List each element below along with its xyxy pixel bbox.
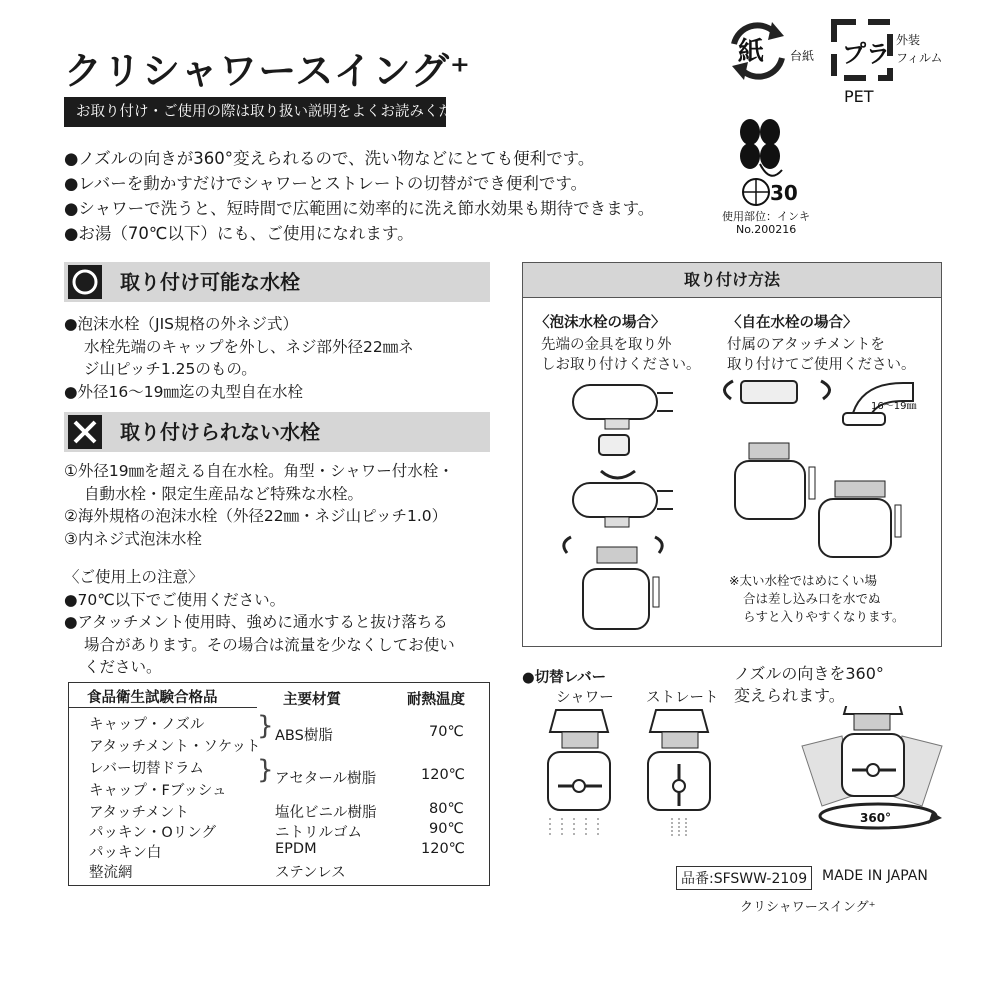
instruction-notice: お取り付け・ご使用の際は取り扱い説明をよくお読みください。 <box>64 97 446 127</box>
compatible-line: ●外径16～19㎜迄の丸型自在水栓 <box>64 382 303 401</box>
paper-label: 台紙 <box>790 49 815 63</box>
install-note: らすと入りやすくなります。 <box>743 609 905 624</box>
compatible-line: ●泡沫水栓（JIS規格の外ネジ式） <box>64 315 299 333</box>
lever-shower-label: シャワー <box>556 690 614 706</box>
clover-icon <box>740 119 782 176</box>
table-cell-temp: 120℃ <box>421 767 465 783</box>
table-header-material: 主要材質 <box>283 692 341 708</box>
incompatible-line: ②海外規格の泡沫水栓（外径22㎜・ネジ山ピッチ1.0） <box>64 507 448 525</box>
dimension-label: 16～19㎜ <box>871 401 917 412</box>
plastic-label-2: フィルム <box>896 51 943 65</box>
made-in-label: MADE IN JAPAN <box>822 868 928 884</box>
pet-label: PET <box>844 87 874 106</box>
table-cell-part: アタッチメント <box>89 805 189 821</box>
foam-title: 〈泡沫水栓の場合〉 <box>535 315 666 331</box>
paper-recycle-icon <box>732 22 784 80</box>
plastic-label-1: 外装 <box>896 33 921 47</box>
footer-product-name: クリシャワースイング⁺ <box>740 900 876 915</box>
table-cell-part: 整流網 <box>89 865 133 881</box>
product-code: 品番:SFSWW-2109 <box>676 866 812 890</box>
table-cell-material: アセタール樹脂 <box>275 771 377 787</box>
ink-no: No.200216 <box>736 223 797 234</box>
circle-ok-icon <box>68 265 102 299</box>
compatible-list <box>64 313 414 403</box>
caution-section <box>64 566 455 679</box>
lever-straight-label: ストレート <box>646 690 719 706</box>
lever-label: ●切替レバー <box>522 670 607 686</box>
incompatible-list <box>64 460 454 550</box>
swivel-title: 〈自在水栓の場合〉 <box>727 315 858 331</box>
plastic-symbol: プラ <box>842 40 890 68</box>
table-cell-material: ステンレス <box>275 865 346 881</box>
installation-panel <box>522 262 942 647</box>
table-cell-material: 塩化ビニル樹脂 <box>275 805 377 821</box>
table-cell-part: パッキン・Oリング <box>89 825 216 841</box>
caution-line: 場合があります。その場合は流量を少なくしてお使い <box>84 635 455 654</box>
install-note: 合は差し込み口を水でぬ <box>743 591 881 606</box>
rotate-line: ノズルの向きを360° <box>734 664 884 683</box>
compatible-line: ジ山ピッチ1.25のもの。 <box>84 360 257 378</box>
table-header-temp: 耐熱温度 <box>407 692 465 708</box>
table-cell-part: キャップ・ノズル <box>89 717 205 733</box>
materials-table: 食品衛生試験合格品 主要材質 耐熱温度 キャップ・ノズル アタッチメント・ソケット } ABS樹脂 70℃ レバー切替ドラム キャップ・Fブッシュ } アセタール樹脂 120℃ アタッチメント 塩化ビニル樹脂 80℃ パッキン・Oリング ニトリルゴム 90℃ パッキン白 EPDM 120℃ 整流網 ステンレス <box>68 682 490 886</box>
plastic-recycle-icon <box>834 22 890 78</box>
table-cell-temp: 80℃ <box>429 801 464 817</box>
compatible-heading-bar <box>64 262 490 302</box>
rotation-illustration <box>802 706 942 828</box>
ink-label: 使用部位：インキ <box>722 210 810 223</box>
cross-ng-icon <box>68 415 102 449</box>
table-cell-temp: 120℃ <box>421 841 465 857</box>
feature-item: ●レバーを動かすだけでシャワーとストレートの切替ができ便利です。 <box>64 174 588 193</box>
table-cell-material: EPDM <box>275 841 317 857</box>
swivel-line: 付属のアタッチメントを <box>727 337 885 353</box>
incompatible-line: ①外径19㎜を超える自在水栓。角型・シャワー付水栓・ <box>64 462 454 480</box>
caution-heading: 〈ご使用上の注意〉 <box>64 568 204 586</box>
swivel-faucet-illustration <box>724 381 916 557</box>
foam-line: 先端の金具を取り外 <box>541 337 672 353</box>
table-cell-temp: 70℃ <box>429 724 464 740</box>
caution-line: ください。 <box>84 658 162 676</box>
paper-symbol: 紙 <box>738 37 765 67</box>
installation-heading: 取り付け方法 <box>523 263 941 298</box>
recycle-marks <box>722 14 952 234</box>
table-cell-temp: 90℃ <box>429 821 464 837</box>
rotation-degree-label: 360° <box>860 811 892 825</box>
feature-list <box>64 146 654 246</box>
foam-faucet-illustration <box>564 385 673 629</box>
installation-diagram <box>523 373 941 643</box>
product-title: クリシャワースイング⁺ <box>64 49 471 93</box>
caution-line: ●70℃以下でご使用ください。 <box>64 590 286 609</box>
globe-icon <box>743 179 769 205</box>
table-cell-part: キャップ・Fブッシュ <box>89 783 227 799</box>
feature-item: ●ノズルの向きが360°変えられるので、洗い物などにとても便利です。 <box>64 149 595 168</box>
table-header-name: 食品衛生試験合格品 <box>87 690 218 706</box>
shower-mode-illustration <box>548 710 610 836</box>
feature-item: ●お湯（70℃以下）にも、ご使用になれます。 <box>64 224 414 243</box>
table-cell-part: パッキン白 <box>89 845 162 861</box>
lever-diagram <box>522 706 962 846</box>
incompatible-heading-bar <box>64 412 490 452</box>
table-cell-material: ABS樹脂 <box>275 728 333 744</box>
table-cell-part: アタッチメント・ソケット <box>89 739 261 755</box>
compatible-heading: 取り付け可能な水栓 <box>120 270 300 294</box>
incompatible-line: ③内ネジ式泡沫水栓 <box>64 529 202 548</box>
rotate-line: 変えられます。 <box>734 686 845 705</box>
feature-item: ●シャワーで洗うと、短時間で広範囲に効率的に洗え節水効果も期待できます。 <box>64 199 655 218</box>
caution-line: ●アタッチメント使用時、強めに通水すると抜け落ちる <box>64 613 448 631</box>
incompatible-heading: 取り付けられない水栓 <box>120 420 320 444</box>
table-cell-material: ニトリルゴム <box>275 825 362 841</box>
incompatible-line: 自動水栓・限定生産品など特殊な水栓。 <box>84 484 364 503</box>
install-note: ※太い水栓ではめにくい場 <box>729 573 877 588</box>
compatible-line: 水栓先端のキャップを外し、ネジ部外径22㎜ネ <box>84 337 414 356</box>
ink-number: 30 <box>770 181 798 205</box>
swivel-line: 取り付けてご使用ください。 <box>727 357 916 373</box>
table-cell-part: レバー切替ドラム <box>89 761 204 777</box>
foam-line: しお取り付けください。 <box>541 357 701 373</box>
straight-mode-illustration <box>648 710 710 836</box>
